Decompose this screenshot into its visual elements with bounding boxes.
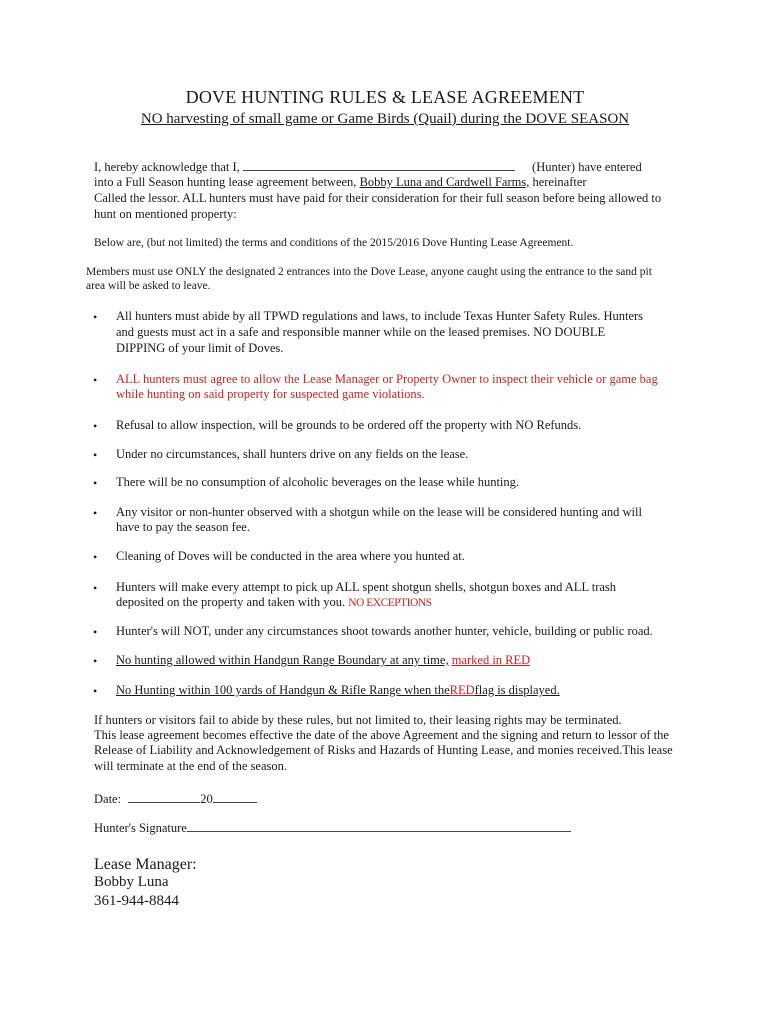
bullet-icon: • xyxy=(93,476,98,490)
year-blank[interactable] xyxy=(213,791,257,803)
red-flag-text: RED xyxy=(449,683,475,697)
terms-intro: Below are, (but not limited) the terms and conditions of the 2015/2016 Dove Hunting Lease Agreement. xyxy=(94,237,574,249)
intro-line-4: hunt on mentioned property: xyxy=(94,207,237,221)
date-label: Date: xyxy=(94,792,122,806)
rule-8-line-1: Hunters will make every attempt to pick up ALL spent shotgun shells, shotgun boxes and ALL trash xyxy=(116,580,617,594)
bullet-icon: • xyxy=(93,625,98,639)
rule-1-line-3: DIPPING of your limit of Doves. xyxy=(116,341,284,355)
signature-line xyxy=(94,820,571,837)
date-year-prefix: 20 xyxy=(200,792,213,806)
intro-hunter-text: (Hunter) have entered xyxy=(532,160,642,174)
hunter-name-blank[interactable] xyxy=(243,159,515,171)
lease-manager-phone: 361-944-8844 xyxy=(94,893,179,909)
rule-9: Hunter's will NOT, under any circumstances shoot towards another hunter, vehicle, building or public road. xyxy=(116,624,653,638)
rule-10 xyxy=(116,653,530,669)
members-line-2: area will be asked to leave. xyxy=(86,280,211,292)
intro-acknowledge-text: I, hereby acknowledge that I, xyxy=(94,160,240,174)
closing-line-2: This lease agreement becomes effective the date of the above Agreement and the signing and return to lessor of the xyxy=(94,728,669,742)
rule-1-line-1: All hunters must abide by all TPWD regulations and laws, to include Texas Hunter Safety Rules. Hunters xyxy=(116,309,644,323)
intro-line-2 xyxy=(94,175,587,191)
document-subtitle xyxy=(0,111,770,128)
rule-8-text: deposited on the property and taken with you. xyxy=(116,595,346,609)
lease-manager-heading: Lease Manager: xyxy=(94,856,197,873)
rule-4: Under no circumstances, shall hunters drive on any fields on the lease. xyxy=(116,447,469,461)
intro-lease-text: into a Full Season hunting lease agreement between, xyxy=(94,175,357,189)
bullet-icon: • xyxy=(93,581,98,595)
date-line xyxy=(94,791,257,808)
rule-11 xyxy=(116,683,560,699)
rule-11-text-end: flag is displayed. xyxy=(474,683,560,697)
closing-line-3: Release of Liability and Acknowledgement of Risks and Hazards of Hunting Lease, and monies received.This lease xyxy=(94,743,673,757)
subtitle-text: NO harvesting of small game or Game Birds (Quail) during the DOVE SEASON xyxy=(140,111,630,127)
rule-3: Refusal to allow inspection, will be grounds to be ordered off the property with NO Refunds. xyxy=(116,418,582,432)
intro-hereinafter: hereinafter xyxy=(532,175,587,189)
bullet-icon: • xyxy=(93,373,98,387)
lease-manager-name: Bobby Luna xyxy=(94,874,169,890)
rule-10-text: No hunting allowed within Handgun Range Boundary at any time, xyxy=(116,653,449,667)
rule-1-line-2: and guests must act in a safe and responsible manner while on the leased premises. NO DOUBLE xyxy=(116,325,606,339)
no-exceptions-text: NO EXCEPTIONS xyxy=(348,597,432,609)
signature-blank[interactable] xyxy=(187,820,571,832)
rule-8-line-2 xyxy=(116,595,432,612)
rule-6-line-1: Any visitor or non-hunter observed with a shotgun while on the lease will be considered hunting and will xyxy=(116,505,642,519)
rule-5: There will be no consumption of alcoholic beverages on the lease while hunting. xyxy=(116,475,520,489)
rule-2-line-2: while hunting on said property for suspected game violations. xyxy=(116,387,425,401)
bullet-icon: • xyxy=(93,550,98,564)
marked-in-red-text: marked in RED xyxy=(451,653,531,667)
bullet-icon: • xyxy=(93,419,98,433)
lessor-name: Bobby Luna and Cardwell Farms, xyxy=(359,175,530,189)
date-blank[interactable] xyxy=(128,791,200,803)
members-line-1: Members must use ONLY the designated 2 entrances into the Dove Lease, anyone caught using the entrance to the sand pit xyxy=(86,266,652,278)
document-title: DOVE HUNTING RULES & LEASE AGREEMENT xyxy=(185,87,585,107)
rule-6-line-2: have to pay the season fee. xyxy=(116,520,250,534)
bullet-icon: • xyxy=(93,654,98,668)
closing-line-1: If hunters or visitors fail to abide by these rules, but not limited to, their leasing rights may be terminated. xyxy=(94,713,622,727)
rule-7: Cleaning of Doves will be conducted in the area where you hunted at. xyxy=(116,549,465,563)
signature-label: Hunter's Signature xyxy=(94,821,187,835)
bullet-icon: • xyxy=(93,448,98,462)
closing-line-4: will terminate at the end of the season. xyxy=(94,759,287,773)
rule-11-text: No Hunting within 100 yards of Handgun & Rifle Range when the xyxy=(116,683,450,697)
bullet-icon: • xyxy=(93,684,98,698)
intro-line-1 xyxy=(94,159,642,176)
intro-line-3: Called the lessor. ALL hunters must have paid for their consideration for their full season before being allowed to xyxy=(94,191,662,205)
bullet-icon: • xyxy=(93,506,98,520)
rule-2-line-1: ALL hunters must agree to allow the Lease Manager or Property Owner to inspect their vehicle or game bag xyxy=(116,372,658,386)
bullet-icon: • xyxy=(93,310,98,324)
